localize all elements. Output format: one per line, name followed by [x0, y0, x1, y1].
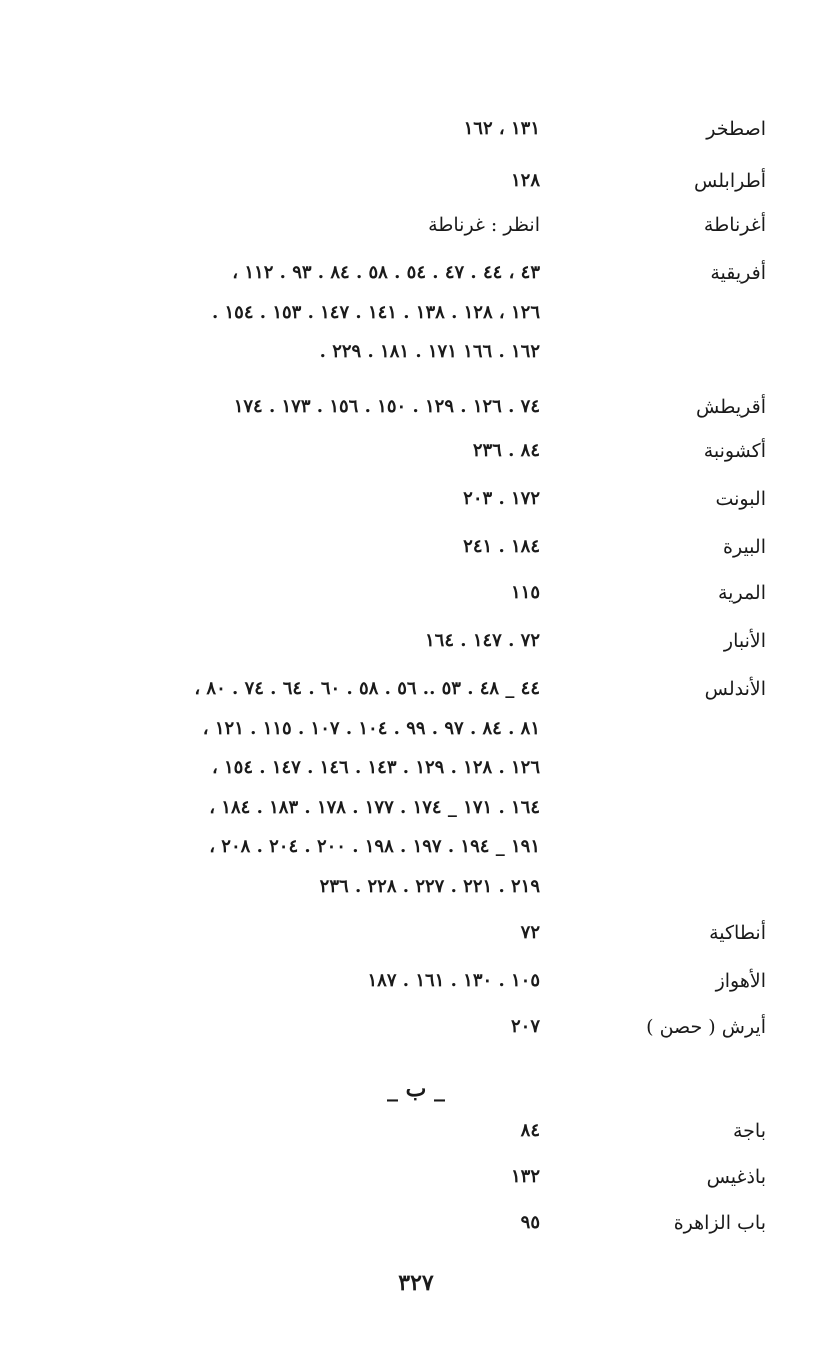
- index-term: باجة: [732, 1120, 766, 1142]
- index-refs: [70, 580, 540, 620]
- index-refs: [70, 1210, 540, 1250]
- ref-line: ١٧٢ . ٢٠٣: [463, 488, 540, 509]
- index-refs: [70, 212, 540, 252]
- index-term: أفريقية: [710, 262, 766, 284]
- ref-line: انظر : غرناطة: [428, 214, 540, 236]
- index-term: المرية: [717, 582, 766, 604]
- index-refs: [70, 438, 540, 478]
- index-refs: [70, 628, 540, 668]
- index-term: الأنبار: [723, 630, 766, 652]
- index-term: اصطخر: [706, 118, 766, 140]
- index-term: البيرة: [723, 536, 766, 558]
- index-refs: [70, 394, 540, 434]
- ref-line: ١٣٢: [510, 1166, 540, 1187]
- index-refs: [70, 1164, 540, 1204]
- index-term: باذغيس: [706, 1166, 766, 1188]
- ref-line: ٤٤ _ ٤٨ . ٥٣ .. ٥٦ . ٥٨ . ٦٠ . ٦٤ . ٧٤ . ٨٠ ،: [194, 678, 540, 699]
- ref-line: ١٢٨: [510, 170, 540, 191]
- ref-line: ٩٥: [520, 1212, 540, 1233]
- index-term: أغرناطة: [703, 214, 766, 236]
- ref-line: ٨٤: [520, 1120, 540, 1141]
- ref-line: ١٣١ ، ١٦٢: [463, 118, 540, 139]
- ref-line: ٨١ . ٨٤ . ٩٧ . ٩٩ . ١٠٤ . ١٠٧ . ١١٥ . ١٢١ ،: [202, 717, 540, 739]
- ref-line: ٧٤ . ١٢٦ . ١٢٩ . ١٥٠ . ١٥٦ . ١٧٣ . ١٧٤: [233, 396, 540, 417]
- index-term: البونت: [715, 488, 766, 510]
- index-refs: [70, 920, 540, 960]
- ref-line: ٢١٩ . ٢٢١ . ٢٢٧ . ٢٢٨ . ٢٣٦: [319, 875, 540, 897]
- ref-line: ١٩١ _ ١٩٤ . ١٩٧ . ١٩٨ . ٢٠٠ . ٢٠٤ . ٢٠٨ ،: [209, 836, 540, 857]
- index-refs: [70, 116, 540, 156]
- index-refs: [70, 968, 540, 1008]
- index-refs: [70, 534, 540, 574]
- ref-line: ٧٢: [520, 922, 540, 943]
- ref-line: ١٨٤ . ٢٤١: [463, 536, 540, 557]
- index-refs: [70, 260, 540, 379]
- index-term: الأندلس: [704, 678, 766, 700]
- ref-line: ١١٥: [510, 582, 540, 603]
- ref-line: ١٢٦ . ١٢٨ . ١٢٩ . ١٤٣ . ١٤٦ . ١٤٧ . ١٥٤ ،: [211, 757, 540, 778]
- index-term: أقريطش: [696, 396, 766, 418]
- ref-line: ١٢٦ ، ١٢٨ . ١٣٨ . ١٤١ . ١٤٧ . ١٥٣ . ١٥٤ .: [211, 301, 540, 323]
- index-term: أيرش ( حصن ): [646, 1016, 766, 1038]
- index-refs: [70, 486, 540, 526]
- index-refs: [70, 168, 540, 208]
- index-refs: [70, 676, 540, 913]
- ref-line: ٢٠٧: [510, 1016, 540, 1037]
- ref-line: ١٦٢ . ١٦٦ ١٧١ . ١٨١ . ٢٢٩ .: [319, 341, 540, 362]
- index-refs: [70, 1014, 540, 1054]
- index-term: أكشونبة: [703, 440, 766, 462]
- index-refs: [70, 1118, 540, 1158]
- ref-line: ٧٢ . ١٤٧ . ١٦٤: [425, 630, 540, 651]
- section-letter-heading: _ ب _: [386, 1076, 446, 1102]
- page-number: ٣٢٧: [398, 1270, 434, 1296]
- ref-line: ٤٣ ، ٤٤ . ٤٧ . ٥٤ . ٥٨ . ٨٤ . ٩٣ . ١١٢ ،: [232, 262, 540, 283]
- index-term: باب الزاهرة: [673, 1212, 766, 1234]
- ref-line: ١٠٥ . ١٣٠ . ١٦١ . ١٨٧: [367, 970, 540, 991]
- index-term: الأهواز: [715, 970, 766, 992]
- ref-line: ١٦٤ . ١٧١ _ ١٧٤ . ١٧٧ . ١٧٨ . ١٨٣ . ١٨٤ ،: [209, 796, 540, 818]
- index-term: أنطاكية: [709, 922, 766, 944]
- ref-line: ٨٤ . ٢٣٦: [472, 440, 540, 461]
- index-term: أطرابلس: [694, 170, 766, 192]
